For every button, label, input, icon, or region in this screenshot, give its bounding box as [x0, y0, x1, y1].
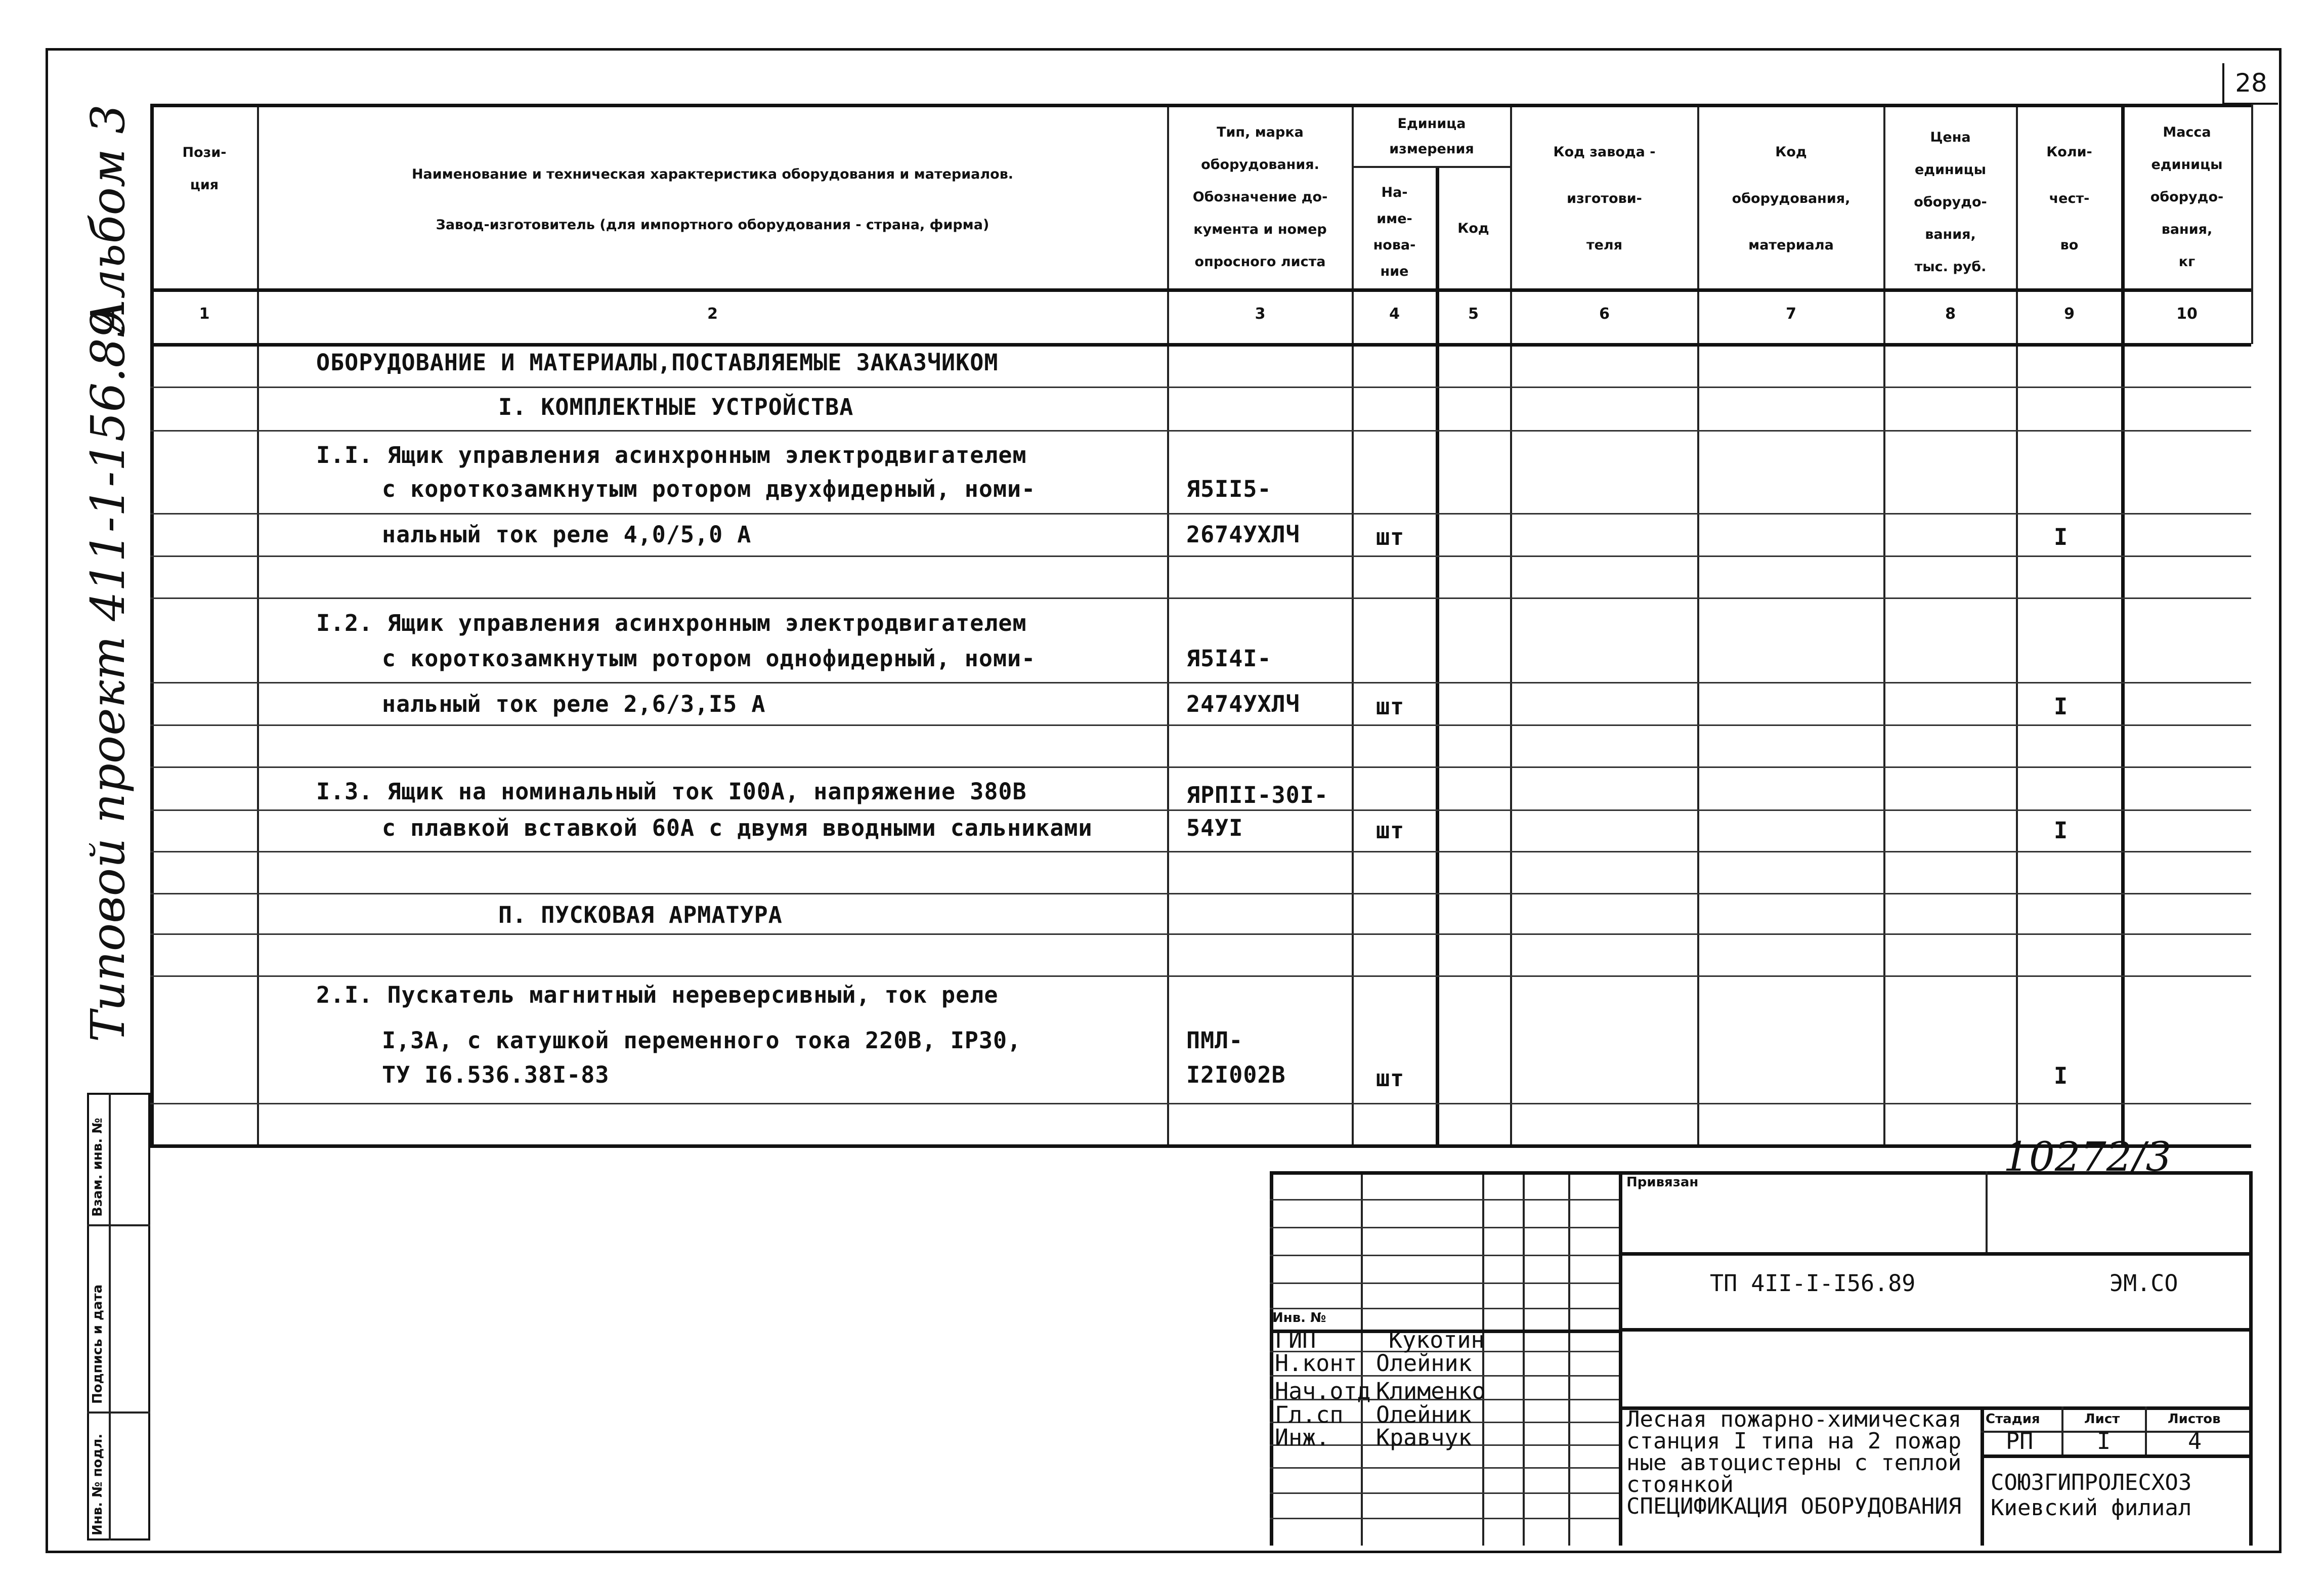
header-col9	[2017, 129, 2121, 269]
row-unit: шт	[1376, 1065, 1405, 1092]
row-unit: шт	[1376, 693, 1405, 720]
grid-line	[150, 104, 154, 1146]
side-stamp-row-line	[87, 1411, 150, 1414]
row-name: нальный ток реле 2,6/3,I5 А	[382, 691, 766, 717]
grid-line	[150, 724, 2251, 726]
title-block-line	[1270, 1308, 1619, 1309]
row-name: П. ПУСКОВАЯ АРМАТУРА	[498, 902, 783, 928]
title-block-line	[1619, 1171, 1622, 1546]
header-line: оборудования,	[1732, 191, 1850, 206]
handwritten-number: 10272/3	[2003, 1133, 2172, 1180]
title-block-line	[1270, 1255, 1619, 1256]
header-line: кг	[2178, 254, 2196, 270]
column-number: 8	[1945, 305, 1956, 323]
title-block-line	[1619, 1252, 2251, 1256]
header-line: Завод-изготовитель (для импортного оборудования - страна, фирма)	[436, 217, 989, 233]
header-line: нова-	[1373, 237, 1416, 253]
side-stamp-inv-replace: Взам. инв. №	[90, 1118, 105, 1217]
row-type: ПМЛ-	[1186, 1027, 1243, 1054]
header-col8	[1885, 121, 2016, 283]
header-col3	[1169, 116, 1352, 278]
row-type: 2674УХЛЧ	[1186, 521, 1300, 548]
row-name: I.2. Ящик управления асинхронным электродвигателем	[316, 610, 1027, 636]
column-number: 2	[707, 305, 718, 323]
header-line: Обозначение до-	[1192, 189, 1328, 205]
title-line: стоянкой	[1626, 1472, 1734, 1498]
header-line: теля	[1586, 237, 1623, 253]
side-stamp-inv-original: Инв. № подл.	[90, 1433, 105, 1535]
row-name: 2.I. Пускатель магнитный нереверсивный, ток реле	[316, 981, 999, 1008]
column-number: 3	[1255, 305, 1266, 323]
header-line: На-	[1381, 185, 1408, 200]
grid-line	[150, 851, 2251, 852]
inv-label: Инв. №	[1272, 1310, 1326, 1325]
header-line: Цена	[1930, 130, 1971, 145]
title-block-line	[1270, 1227, 1619, 1228]
header-line: во	[2060, 237, 2079, 253]
header-line: име-	[1376, 211, 1412, 227]
grid-line	[150, 513, 2251, 515]
sheets-value: 4	[2188, 1428, 2202, 1454]
row-name: с короткозамкнутым ротором двухфидерный, номи-	[382, 476, 1036, 502]
row-name: нальный ток реле 4,0/5,0 А	[382, 521, 752, 548]
header-line: ние	[1380, 264, 1409, 279]
organization-name: СОЮЗГИПРОЛЕСХОЗ	[1991, 1470, 2192, 1495]
title-line: станция I типа на 2 пожар	[1626, 1428, 1962, 1454]
header-col1	[152, 137, 257, 201]
title-block-line	[1270, 1467, 1619, 1469]
signer-name: Олейник	[1376, 1350, 1472, 1377]
title-block-line	[1270, 1282, 1619, 1284]
row-type: Я5II5-	[1186, 476, 1272, 502]
grid-line	[150, 430, 2251, 432]
row-qty: I	[2054, 817, 2069, 844]
grid-line	[1352, 166, 1510, 168]
signer-role: Инж.	[1275, 1424, 1330, 1451]
title-block-line	[1981, 1406, 1984, 1546]
signer-name: Клименко	[1376, 1378, 1486, 1404]
header-line: чест-	[2049, 191, 2090, 206]
column-number: 9	[2064, 305, 2075, 323]
header-line: Тип, марка	[1217, 124, 1304, 140]
stage-label: Стадия	[1986, 1411, 2040, 1427]
header-line: измерения	[1389, 141, 1474, 157]
title-block-line	[1270, 1171, 2251, 1175]
row-unit: шт	[1376, 817, 1405, 844]
grid-line	[150, 809, 2251, 811]
margin-album: Альбом 3	[81, 104, 135, 334]
grid-line	[150, 933, 2251, 935]
title-line: ные автоцистерны с теплой	[1626, 1450, 1962, 1476]
column-number: 10	[2176, 305, 2198, 323]
sheets-label: Листов	[2168, 1411, 2221, 1427]
header-line: Коли-	[2046, 144, 2092, 160]
side-stamp-signature-date: Подпись и дата	[90, 1284, 105, 1404]
grid-line	[150, 766, 2251, 768]
row-type: 54УI	[1186, 815, 1243, 841]
document-code: ТП 4II-I-I56.89	[1710, 1270, 1916, 1297]
header-line: единицы	[1914, 162, 1987, 178]
column-number: 7	[1786, 305, 1796, 323]
row-qty: I	[2054, 693, 2069, 720]
row-name: с короткозамкнутым ротором однофидерный, номи-	[382, 645, 1036, 672]
header-line: материала	[1748, 237, 1834, 253]
document-mark: ЭМ.СО	[2110, 1270, 2178, 1297]
grid-line	[150, 104, 2251, 107]
header-line: Код	[1457, 221, 1489, 236]
row-name: I.3. Ящик на номинальный ток I00А, напряжение 380В	[316, 778, 1027, 805]
title-block-line	[1270, 1199, 1619, 1201]
row-qty: I	[2054, 1062, 2069, 1089]
signer-role: ГИП	[1275, 1327, 1316, 1353]
row-qty: I	[2054, 524, 2069, 550]
title-block-line	[2249, 1171, 2253, 1546]
column-number: 5	[1468, 305, 1479, 323]
stage-value: РП	[2006, 1428, 2034, 1454]
header-line: Наименование и техническая характеристика оборудования и материалов.	[411, 166, 1014, 182]
header-line: оборудо-	[2150, 189, 2224, 205]
header-line: тыс. руб.	[1914, 259, 1987, 275]
grid-line	[150, 597, 2251, 599]
side-stamp-divider	[109, 1093, 111, 1541]
grid-line	[150, 288, 2251, 292]
row-type: I2I002В	[1186, 1061, 1286, 1088]
grid-line	[150, 1144, 2251, 1148]
column-number: 4	[1389, 305, 1400, 323]
grid-line	[150, 682, 2251, 683]
title-block-line	[1986, 1171, 1988, 1252]
title-block-line	[1270, 1492, 1619, 1494]
header-col6	[1512, 129, 1697, 269]
grid-line	[257, 104, 259, 1146]
title-line: СПЕЦИФИКАЦИЯ ОБОРУДОВАНИЯ	[1626, 1493, 1962, 1519]
row-type: ЯРПII-30I-	[1186, 782, 1328, 808]
row-name: I.I. Ящик управления асинхронным электродвигателем	[316, 442, 1027, 468]
row-name: I. КОМПЛЕКТНЫЕ УСТРОЙСТВА	[498, 394, 854, 420]
signer-role: Гл.сп	[1275, 1401, 1344, 1428]
header-line: кумента и номер	[1193, 222, 1327, 237]
signer-name: Кукотин	[1389, 1327, 1485, 1353]
header-line: оборудо-	[1914, 194, 1987, 210]
row-type: 2474УХЛЧ	[1186, 691, 1300, 717]
title-block-line	[1270, 1518, 1619, 1519]
header-line: Масса	[2163, 124, 2211, 140]
sheet-number-corner: 28	[2235, 68, 2267, 98]
column-number: 1	[199, 305, 210, 323]
header-line: опросного листа	[1194, 254, 1326, 270]
grid-line	[150, 975, 2251, 977]
header-col2	[258, 149, 1167, 250]
row-type: Я5I4I-	[1186, 645, 1272, 672]
row-name: ТУ I6.536.38I-83	[382, 1061, 610, 1088]
grid-line	[150, 1103, 2251, 1104]
row-name: с плавкой вставкой 60А с двумя вводными сальниками	[382, 815, 1093, 841]
header-col10	[2123, 116, 2251, 278]
header-line: вания,	[1925, 227, 1976, 242]
header-col7	[1699, 129, 1883, 269]
header-col4	[1353, 180, 1436, 285]
header-line: Единица	[1397, 116, 1466, 132]
grid-line	[150, 387, 2251, 388]
column-number: 6	[1599, 305, 1610, 323]
header-line: ция	[190, 177, 219, 193]
header-line: вания,	[2161, 222, 2213, 237]
header-line: Пози-	[182, 145, 227, 160]
row-name: I,3А, с катушкой переменного тока 220В, IP30,	[382, 1027, 1022, 1054]
grid-line	[150, 343, 2251, 347]
sheet-value: I	[2097, 1428, 2111, 1454]
sheet-label: Лист	[2084, 1411, 2120, 1427]
title-block-line	[1619, 1328, 2251, 1332]
row-name: ОБОРУДОВАНИЕ И МАТЕРИАЛЫ,ПОСТАВЛЯЕМЫЕ ЗАКАЗЧИКОМ	[316, 349, 999, 376]
header-col45-top	[1353, 111, 1510, 162]
header-line: Код завода -	[1553, 144, 1656, 160]
margin-project: Типовой проект 411-1-156.89	[81, 308, 135, 1042]
grid-line	[2251, 104, 2253, 344]
row-unit: шт	[1376, 524, 1405, 550]
signer-name: Олейник	[1376, 1401, 1472, 1428]
title-line: Лесная пожарно-химическая	[1626, 1406, 1962, 1432]
header-line: оборудования.	[1201, 157, 1319, 173]
grid-line	[150, 555, 2251, 557]
grid-line	[150, 893, 2251, 894]
signer-role: Н.конт	[1275, 1350, 1357, 1377]
header-line: единицы	[2151, 157, 2223, 173]
organization-branch: Киевский филиал	[1991, 1495, 2192, 1521]
signer-role: Нач.отд	[1275, 1378, 1371, 1404]
header-line: Код	[1775, 144, 1807, 160]
header-line: изготови-	[1567, 191, 1642, 206]
signer-name: Кравчук	[1376, 1424, 1472, 1451]
title-block-line	[1981, 1454, 2251, 1458]
side-stamp-row-line	[87, 1224, 150, 1226]
header-col5	[1437, 212, 1510, 245]
privyazan-label: Привязан	[1626, 1175, 1699, 1190]
